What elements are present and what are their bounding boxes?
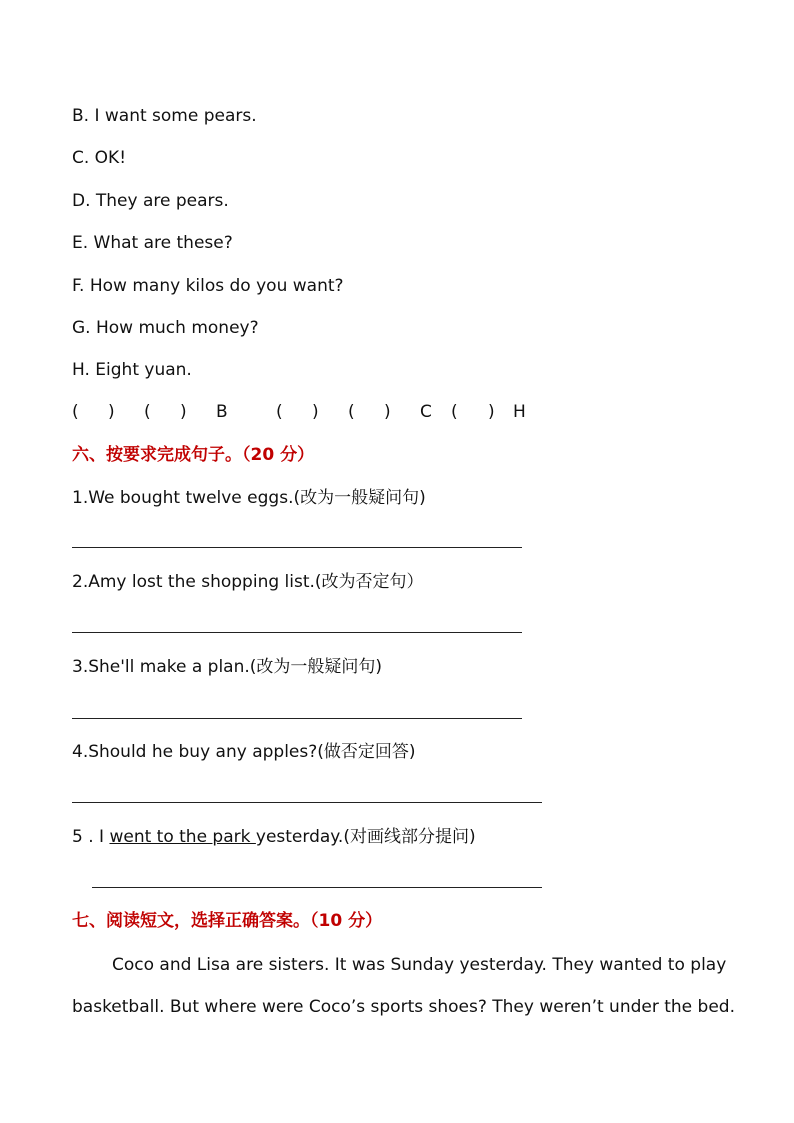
- option-e: E. What are these?: [72, 233, 233, 253]
- question-5-suffix: yesterday.(对画线部分提问): [255, 827, 476, 847]
- question-4: 4.Should he buy any apples?(做否定回答): [72, 742, 416, 762]
- answer-line-1[interactable]: [72, 547, 522, 548]
- answer-paren-open-4: (: [348, 402, 355, 422]
- passage-line-1: Coco and Lisa are sisters. It was Sunday yesterday. They wanted to play: [112, 955, 727, 975]
- answer-fixed-h: H: [513, 402, 526, 422]
- question-2: 2.Amy lost the shopping list.(改为否定句）: [72, 572, 424, 592]
- section6-title: 六、按要求完成句子。（20 分）: [72, 445, 315, 465]
- question-5-underlined: went to the park: [109, 827, 256, 847]
- question-5: [72, 826, 476, 848]
- answer-paren-close-4: ): [384, 402, 391, 422]
- option-g: G. How much money?: [72, 318, 259, 338]
- option-b: B. I want some pears.: [72, 106, 257, 126]
- option-f: F. How many kilos do you want?: [72, 276, 344, 296]
- answer-line-2[interactable]: [72, 632, 522, 633]
- option-d: D. They are pears.: [72, 191, 229, 211]
- answer-paren-open-2: (: [144, 402, 151, 422]
- answer-fixed-b: B: [216, 402, 228, 422]
- answer-fixed-c: C: [420, 402, 432, 422]
- answer-paren-open-5: (: [451, 402, 458, 422]
- question-3: 3.She'll make a plan.(改为一般疑问句): [72, 657, 383, 677]
- answer-paren-close-1: ): [108, 402, 115, 422]
- passage-line-2: basketball. But where were Coco’s sports shoes? They weren’t under the bed.: [72, 997, 735, 1017]
- question-5-prefix: 5 . I: [72, 827, 110, 847]
- answer-line-3[interactable]: [72, 718, 522, 719]
- answer-paren-close-3: ): [312, 402, 319, 422]
- section7-title: 七、阅读短文，选择正确答案。（10 分）: [72, 911, 383, 931]
- answer-line-4[interactable]: [72, 802, 542, 803]
- option-h: H. Eight yuan.: [72, 360, 192, 380]
- answer-paren-open-3: (: [276, 402, 283, 422]
- answer-paren-close-2: ): [180, 402, 187, 422]
- answer-paren-open-1: (: [72, 402, 79, 422]
- answer-paren-close-5: ): [488, 402, 495, 422]
- option-c: C. OK!: [72, 148, 127, 168]
- answer-line-5[interactable]: [92, 887, 542, 888]
- question-1: 1.We bought twelve eggs.(改为一般疑问句): [72, 488, 426, 508]
